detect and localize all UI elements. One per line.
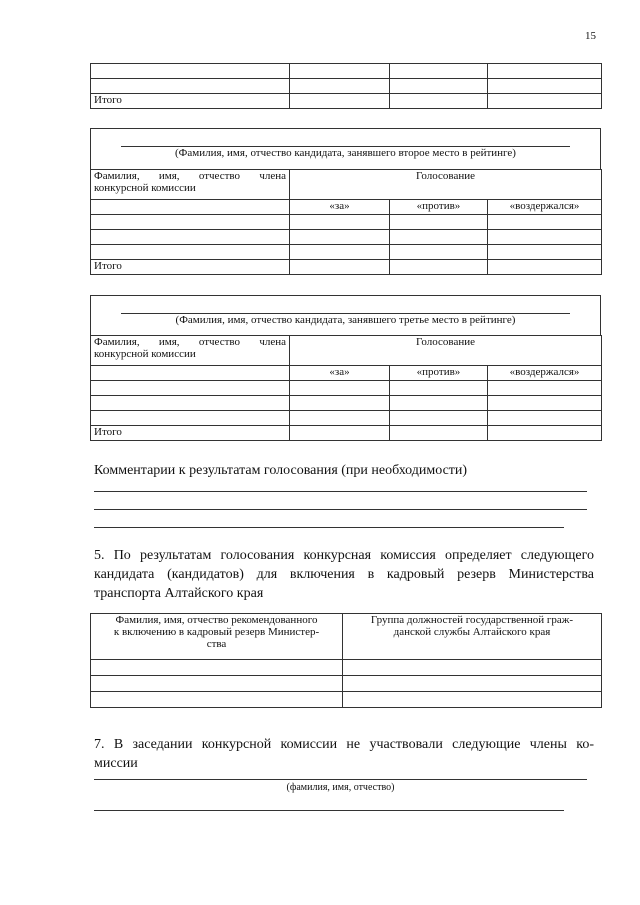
table-cell	[488, 230, 602, 245]
table-cell	[91, 230, 290, 245]
table-cell	[488, 381, 602, 396]
col-against: «против»	[390, 366, 488, 381]
page-number: 15	[585, 30, 596, 42]
table-cell	[91, 692, 343, 708]
table-cell	[290, 245, 390, 260]
table-cell	[343, 676, 602, 692]
vote-table-third	[90, 335, 602, 441]
table-cell	[390, 94, 488, 109]
table-cell	[488, 426, 602, 441]
table-cell	[488, 215, 602, 230]
table-cell	[290, 260, 390, 275]
table-cell	[91, 200, 290, 215]
comments-heading: Комментарии к результатам голосования (при необходимости)	[94, 463, 468, 478]
candidate-name-box-third	[90, 295, 601, 336]
table-cell	[390, 396, 488, 411]
table-cell	[91, 660, 343, 676]
section5-line: кандидата (кандидатов) для включения в кадровый резерв Министерства	[94, 567, 594, 582]
candidate-name-box-second	[90, 128, 601, 170]
col-abstain: «воздержался»	[488, 366, 602, 381]
table-cell	[488, 411, 602, 426]
table-cell	[390, 411, 488, 426]
table-cell	[290, 411, 390, 426]
reserve-table	[90, 613, 602, 708]
col-for: «за»	[290, 200, 390, 215]
table-cell	[290, 64, 390, 79]
table-cell	[91, 79, 290, 94]
member-header-line: конкурсной комиссии	[94, 182, 196, 194]
table-cell	[390, 79, 488, 94]
table-cell	[91, 396, 290, 411]
reserve-col-group-line: данской службы Алтайского края	[393, 626, 551, 638]
table-cell	[488, 260, 602, 275]
table-cell	[488, 79, 602, 94]
table-cell	[390, 215, 488, 230]
total-label: Итого	[91, 260, 290, 275]
member-header	[91, 170, 290, 200]
reserve-col-name-line: ства	[206, 638, 227, 650]
col-abstain: «воздержался»	[488, 200, 602, 215]
table-cell	[390, 64, 488, 79]
table-cell	[290, 79, 390, 94]
table-cell	[91, 411, 290, 426]
table-cell	[290, 396, 390, 411]
voting-header: Голосование	[290, 336, 602, 366]
candidate-caption-second: (Фамилия, имя, отчество кандидата, занявшего второе место в рейтинге)	[175, 147, 516, 159]
table-cell	[91, 366, 290, 381]
table-cell	[290, 215, 390, 230]
table-cell	[91, 64, 290, 79]
vote-table-second	[90, 169, 602, 275]
total-label: Итого	[91, 94, 290, 109]
table-cell	[290, 94, 390, 109]
table-cell	[91, 676, 343, 692]
table-cell	[390, 426, 488, 441]
signature-line	[94, 810, 564, 811]
table-cell	[488, 396, 602, 411]
section5-line: 5. По результатам голосования конкурсная комиссия определяет следующего	[94, 548, 594, 563]
col-against: «против»	[390, 200, 488, 215]
reserve-col-group	[343, 614, 602, 660]
table-cell	[91, 381, 290, 396]
reserve-col-group-line: Группа должностей государственной граж-	[370, 614, 574, 626]
table-cell	[290, 381, 390, 396]
table-cell	[488, 245, 602, 260]
table-cell	[390, 230, 488, 245]
member-header-line: Фамилия, имя, отчество члена	[94, 170, 286, 182]
table-cell	[91, 245, 290, 260]
table-cell	[488, 64, 602, 79]
table-cell	[290, 426, 390, 441]
table-cell	[390, 381, 488, 396]
table-cell	[390, 260, 488, 275]
comment-line	[94, 491, 587, 492]
table-cell	[488, 94, 602, 109]
section7-line: 7. В заседании конкурсной комиссии не участвовали следующие члены ко-	[94, 737, 594, 752]
comment-line	[94, 527, 564, 528]
table-cell	[343, 660, 602, 676]
table-cell	[390, 245, 488, 260]
section5-line: транспорта Алтайского края	[94, 586, 264, 601]
table-cell	[343, 692, 602, 708]
candidate-caption-third: (Фамилия, имя, отчество кандидата, занявшего третье место в рейтинге)	[175, 314, 516, 326]
vote-table-first-tail	[90, 63, 602, 109]
reserve-col-name-line: к включению в кадровый резерв Министер-	[113, 626, 320, 638]
member-header	[91, 336, 290, 366]
signature-line	[94, 779, 587, 780]
table-cell	[290, 230, 390, 245]
member-header-line: Фамилия, имя, отчество члена	[94, 336, 286, 348]
reserve-col-name-line: Фамилия, имя, отчество рекомендованного	[115, 614, 318, 626]
voting-header: Голосование	[290, 170, 602, 200]
member-header-line: конкурсной комиссии	[94, 348, 196, 360]
section7-line: миссии	[94, 756, 138, 771]
total-label: Итого	[91, 426, 290, 441]
reserve-col-name	[91, 614, 343, 660]
comment-line	[94, 509, 587, 510]
signature-caption: (фамилия, имя, отчество)	[286, 782, 395, 793]
table-cell	[91, 215, 290, 230]
col-for: «за»	[290, 366, 390, 381]
